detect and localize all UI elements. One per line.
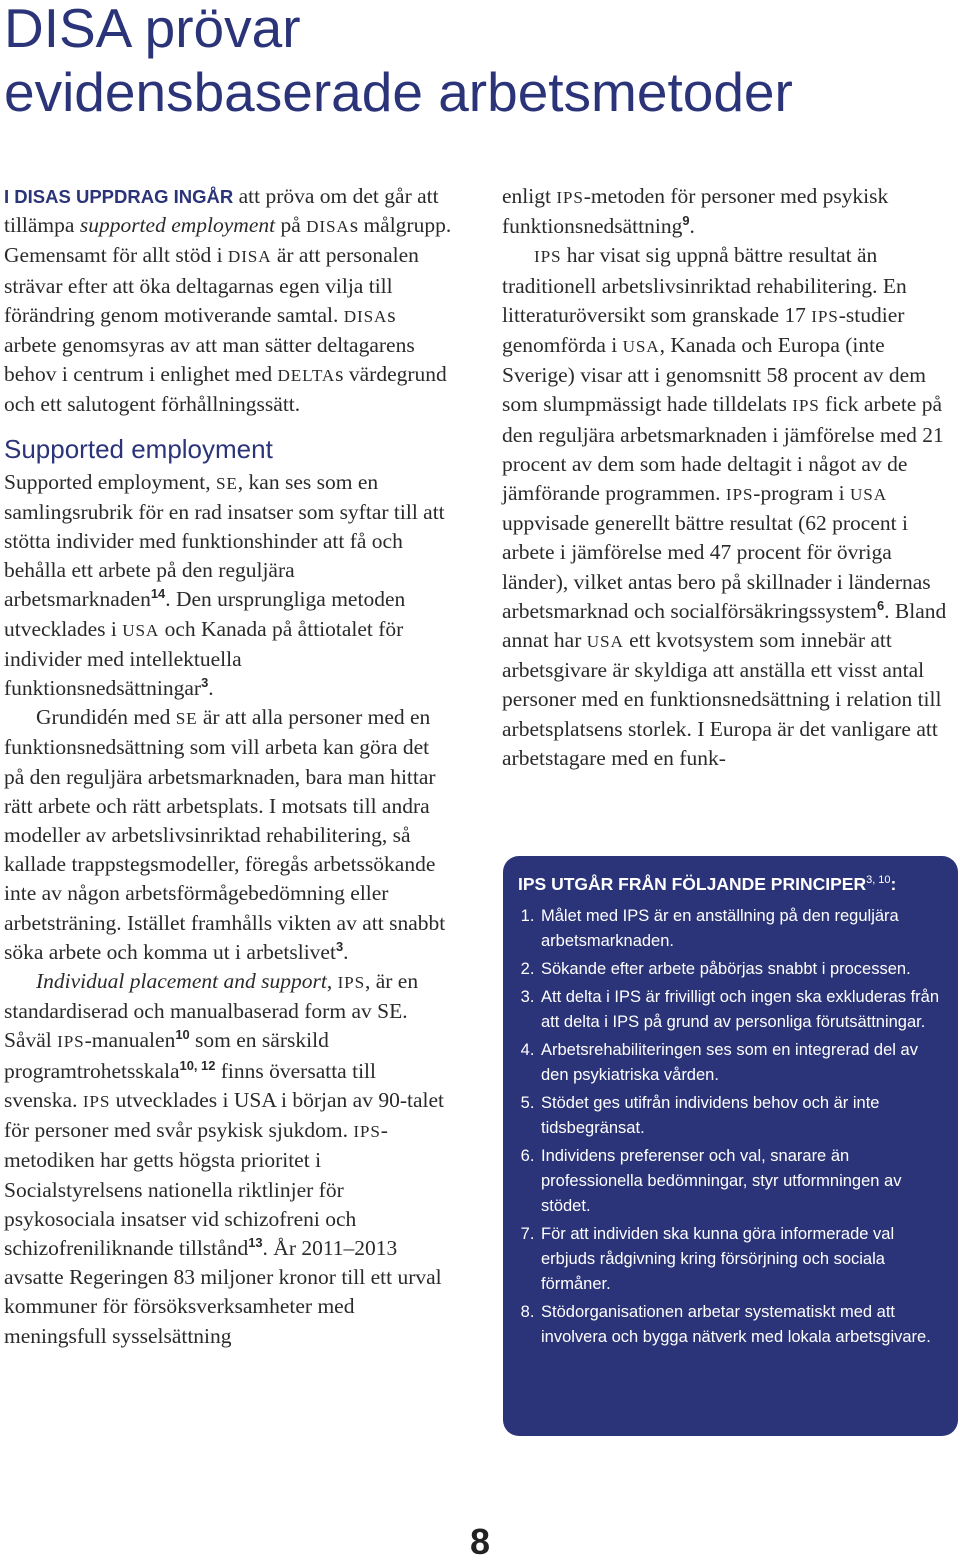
body-text: IPS — [811, 306, 839, 326]
body-text: finns översatta till svenska. — [4, 1058, 376, 1112]
body-text: IPS — [792, 396, 820, 416]
body-text: SE — [175, 709, 198, 729]
body-text: , kan ses som en samlingsrubrik för en rad insatser som syftar till att stötta individer med funktionshinder att få och behålla ett arbete på den reguljära arbetsmarknaden — [4, 469, 445, 612]
body-text: IPS — [57, 1032, 85, 1052]
body-text: ett kvotsystem som innebär att arbetsgivare är skyldiga att anställa ett visst antal personer med en funktionsnedsättning i relation till arbetsplatsens storlek. I Europa är det vanligare att arbetstagare med en funk- — [502, 628, 942, 770]
section-heading: Supported employment — [4, 433, 273, 464]
body-text: , Kanada och Europa (inte Sverige) visar att i genomsnitt 58 procent av dem som slumpmässigt hade tilldelats — [502, 333, 926, 417]
body-text: IPS — [353, 1122, 381, 1142]
body-text: Individual placement and support — [36, 969, 327, 994]
intro-text: DISA — [306, 217, 350, 237]
se-paragraph-2 — [4, 703, 452, 967]
right-paragraph-2 — [502, 241, 954, 773]
footnote-ref: 10 — [175, 1027, 190, 1043]
principle-item: 7. För att individen ska kunna göra informerade val erbjuds rådgivning kring försörjning och sociala förmåner. — [539, 1222, 944, 1297]
body-text: utvecklades i USA i början av 90-talet för personer med svår psykisk sjukdom. — [4, 1087, 445, 1143]
body-text: och Kanada på åttiotalet för individer med intellektuella funktionsnedsättningar — [4, 616, 404, 701]
intro-text: DISA — [227, 247, 272, 267]
body-text: , är en standardiserad och manualbaserad form av SE. Såväl — [4, 969, 419, 1053]
principles-box — [503, 856, 958, 1436]
body-text: -manualen — [84, 1028, 176, 1053]
principle-item: 6. Individens preferenser och val, snarare än professionella bedömningar, styr utformningen av stödet. — [539, 1144, 944, 1219]
body-text: Grundidén med — [36, 705, 176, 730]
footnote-ref: 3 — [201, 674, 209, 690]
body-text: som en särskild programtrohetsskala — [4, 1028, 329, 1083]
footnote-ref: 3, 10 — [866, 874, 891, 887]
body-text: IPS — [337, 973, 365, 993]
body-text: . Den ursprungliga metoden utvecklades i — [4, 587, 406, 641]
intro-text: är att personalen strävar efter att öka deltagarnas egen vilja till förändring genom motiverande samtal. — [4, 243, 419, 327]
body-text: USA — [850, 485, 887, 505]
intro-lead: I DISAS UPPDRAG INGÅR — [4, 186, 234, 207]
principle-item: 3. Att delta i IPS är frivilligt och ingen ska exkluderas från att delta i IPS på grund av personliga förutsättningar. — [539, 985, 944, 1035]
body-text: -program i — [753, 481, 851, 506]
intro-text: att pröva om det går att tillämpa — [4, 184, 439, 238]
principles-heading-colon: : — [890, 874, 897, 894]
footnote-ref: 13 — [248, 1234, 263, 1250]
page-title — [4, 0, 793, 124]
body-text: -metodiken har getts högsta prioritet i Socialstyrelsens nationella riktlinjer för psykosociala insatser vid schizofreni och schizofreniliknande tillstånd — [4, 1118, 388, 1260]
left-column — [4, 182, 452, 1351]
intro-text: på — [275, 213, 307, 238]
page-number: 8 — [469, 1521, 491, 1562]
principles-list — [518, 904, 944, 1350]
body-text: . — [343, 939, 349, 964]
body-text: . — [208, 676, 214, 701]
body-text: har visat sig uppnå bättre resultat än traditionell arbetslivsinriktad rehabilitering. En litteraturöversikt som granskade 17 — [502, 243, 907, 327]
body-text: . — [689, 214, 695, 239]
footnote-ref: 10, 12 — [179, 1057, 216, 1073]
body-text: . År 2011–2013 avsatte Regeringen 83 miljoner kronor till ett urval kommuner för försöksverksamheter med meningsfull sysselsättning — [4, 1235, 442, 1348]
body-text: -metoden för personer med psykisk funktionsnedsättning — [502, 184, 889, 239]
body-text: USA — [586, 632, 624, 652]
intro-text: s målgrupp. Gemensamt för allt stöd i — [4, 213, 452, 268]
body-text: SE — [216, 473, 238, 493]
body-text: uppvisade generellt bättre resultat (62 procent i arbete i jämförelse med 47 procent för övriga länder), vilket antas bero på skillnader i ländernas arbetsmarknad och socialförsäkringssystem — [502, 511, 931, 623]
body-text: USA — [122, 620, 160, 640]
intro-text: s arbete genomsyras av att man sätter deltagarens behov i centrum i enlighet med — [4, 302, 415, 387]
body-text: -studier genomförda i — [502, 302, 905, 358]
principle-item: 1. Målet med IPS är en anställning på den reguljära arbetsmarknaden. — [539, 904, 944, 954]
right-column — [502, 182, 954, 773]
principle-item: 5. Stödet ges utifrån individens behov och är inte tidsbegränsat. — [539, 1091, 944, 1141]
body-text: IPS — [82, 1091, 111, 1111]
intro-text: s värdegrund och ett salutogent förhållningssätt. — [4, 362, 447, 417]
footnote-ref: 14 — [150, 586, 166, 602]
body-text: Supported employment, — [4, 469, 216, 494]
intro-text: DELTA — [277, 366, 336, 386]
principle-item: 4. Arbetsrehabiliteringen ses som en integrerad del av den psykiatriska vården. — [539, 1038, 944, 1088]
body-text: , — [326, 969, 338, 994]
body-text: USA — [622, 337, 660, 357]
body-text: IPS — [556, 188, 584, 207]
body-text: IPS — [725, 485, 754, 505]
principle-item: 2. Sökande efter arbete påbörjas snabbt i processen. — [539, 957, 944, 982]
footnote-ref: 9 — [682, 213, 690, 229]
se-paragraph-1 — [4, 468, 452, 704]
footnote-ref: 6 — [876, 597, 885, 613]
principles-heading — [518, 872, 944, 896]
body-text: är att alla personer med en funktionsnedsättning som vill arbeta kan göra det på den reguljära arbetsmarknaden, bara man hittar rätt arbete och rätt arbetsplats. I motsats till andra modeller av arbetslivsinriktad rehabilitering, så kallade trappstegsmodeller, föregås arbetssökande inte av någon arbetsförmågebedömning eller arbetsträning. Istället framhålls vikten av att snabbt söka arbete och komma ut i arbetslivet — [4, 705, 446, 964]
se-paragraph-3 — [4, 967, 452, 1351]
body-text: fick arbete på den reguljära arbetsmarknaden i jämförelse med 21 procent av dem som hade deltagit i något av de jämförande programmen. — [502, 392, 944, 506]
page-title-text: DISA prövar evidensbaserade arbetsmetoder — [4, 0, 793, 123]
footnote-ref: 3 — [335, 938, 344, 954]
body-text: IPS — [534, 247, 562, 267]
intro-text: DISA — [343, 306, 388, 326]
intro-paragraph — [4, 182, 452, 420]
body-text: . Bland annat har — [502, 598, 947, 653]
principles-heading-text: IPS UTGÅR FRÅN FÖLJANDE PRINCIPER — [518, 874, 867, 894]
intro-text: supported employment — [79, 213, 276, 238]
right-paragraph-1 — [502, 182, 954, 241]
body-text: enligt — [502, 184, 557, 208]
principle-item: 8. Stödorganisationen arbetar systematiskt med att involvera och bygga nätverk med lokala arbetsgivare. — [539, 1300, 944, 1350]
